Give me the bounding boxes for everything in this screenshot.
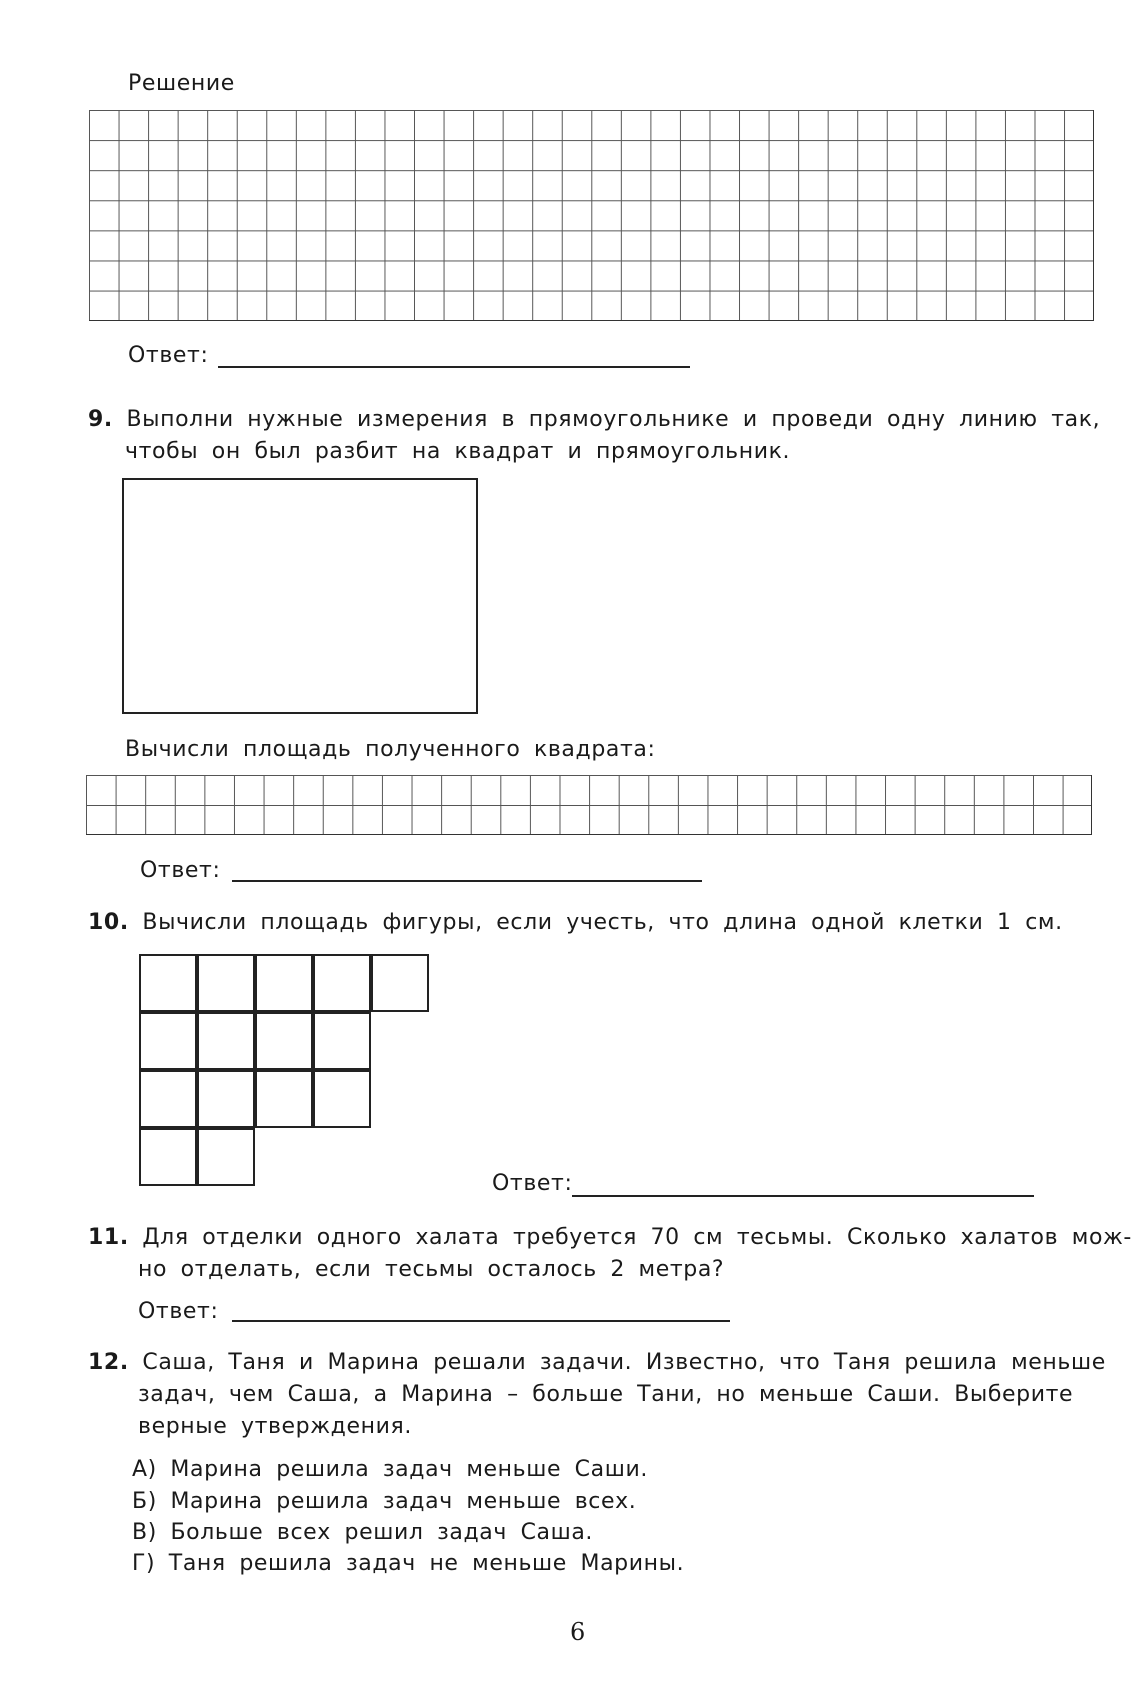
figure-cell — [197, 1012, 255, 1070]
task-12 — [88, 1347, 1106, 1379]
task-number: 12. — [88, 1350, 129, 1375]
answer-line-8[interactable] — [218, 366, 690, 368]
answer-label-10: Ответ: — [492, 1171, 573, 1196]
task-text-line: Для отделки одного халата требуется 70 см тесьмы. Сколько халатов мож- — [142, 1225, 1132, 1250]
task-text-line: Выполни нужные измерения в прямоугольнике и проведи одну линию так, — [126, 407, 1101, 432]
task-9 — [88, 404, 1100, 436]
answer-label-11: Ответ: — [138, 1299, 219, 1324]
task-text-line: чтобы он был разбит на квадрат и прямоугольник. — [125, 439, 791, 464]
figure-cell — [197, 954, 255, 1012]
task-11 — [88, 1222, 1132, 1254]
figure-cell — [139, 954, 197, 1012]
answer-line-9[interactable] — [232, 880, 702, 882]
task-text-line: Вычисли площадь фигуры, если учесть, что длина одной клетки 1 см. — [142, 910, 1063, 935]
rectangle-figure[interactable] — [122, 478, 478, 714]
figure-cell — [313, 1070, 371, 1128]
option-b[interactable]: Б) Марина решила задач меньше всех. — [132, 1489, 637, 1514]
figure-cell — [139, 1070, 197, 1128]
task-9-sub-label: Вычисли площадь полученного квадрата: — [125, 737, 656, 762]
figure-cell — [255, 1070, 313, 1128]
figure-cell — [371, 954, 429, 1012]
answer-line-10[interactable] — [572, 1195, 1034, 1197]
figure-cell — [313, 1012, 371, 1070]
task-text-line: верные утверждения. — [138, 1414, 412, 1439]
option-c[interactable]: В) Больше всех решил задач Саша. — [132, 1520, 594, 1545]
figure-cell — [139, 1128, 197, 1186]
figure-cell — [255, 1012, 313, 1070]
task-text-line: но отделать, если тесьмы осталось 2 метра? — [138, 1257, 725, 1282]
figure-cell — [197, 1128, 255, 1186]
square-area-grid[interactable] — [86, 775, 1092, 835]
task-number: 10. — [88, 910, 129, 935]
task-number: 9. — [88, 407, 113, 432]
task-10 — [88, 907, 1063, 939]
page-number: 6 — [570, 1618, 586, 1646]
figure-cell — [139, 1012, 197, 1070]
solution-grid[interactable] — [89, 110, 1094, 321]
task-text-line: Саша, Таня и Марина решали задачи. Известно, что Таня решила меньше — [142, 1350, 1106, 1375]
solution-label: Решение — [128, 71, 235, 96]
option-a[interactable]: А) Марина решила задач меньше Саши. — [132, 1457, 648, 1482]
figure-cell — [255, 954, 313, 1012]
answer-label-9: Ответ: — [140, 858, 221, 883]
staircase-figure — [139, 954, 439, 1194]
figure-cell — [313, 954, 371, 1012]
option-d[interactable]: Г) Таня решила задач не меньше Марины. — [132, 1551, 685, 1576]
answer-label-8: Ответ: — [128, 343, 209, 368]
task-text-line: задач, чем Саша, а Марина – больше Тани, но меньше Саши. Выберите — [138, 1382, 1074, 1407]
answer-line-11[interactable] — [232, 1320, 730, 1322]
task-number: 11. — [88, 1225, 129, 1250]
figure-cell — [197, 1070, 255, 1128]
